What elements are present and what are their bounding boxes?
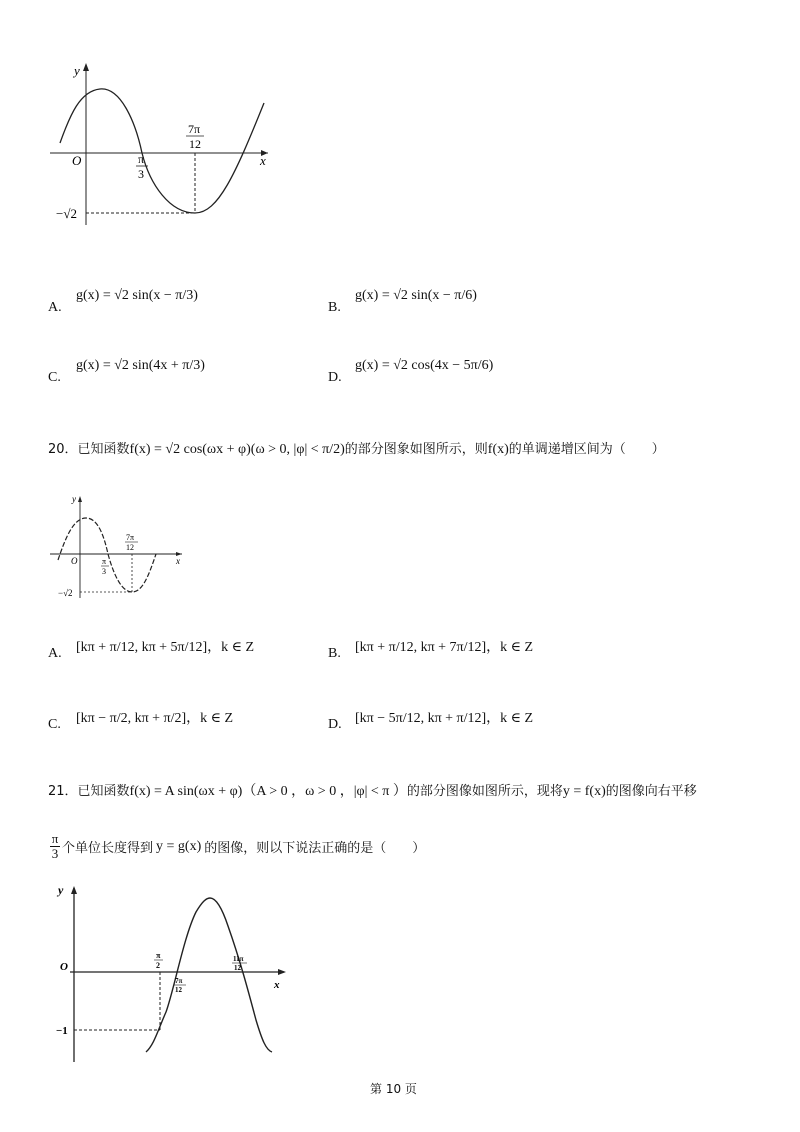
cosine-curve — [58, 518, 156, 592]
origin-label: O — [71, 556, 78, 566]
q19-option-d-label: D. — [328, 370, 342, 385]
q20-option-a-label: A. — [48, 646, 62, 661]
q20-option-d-label: D. — [328, 717, 342, 732]
q21-stem-line1 — [48, 780, 697, 800]
min-label: −1 — [56, 1025, 68, 1037]
min-label: −√2 — [58, 588, 73, 598]
tick-7pi-den: 12 — [189, 137, 201, 151]
q21-conditions: （A > 0 ，ω > 0 ，|φ| < π ） — [242, 784, 407, 799]
q20-option-c-label: C. — [48, 717, 61, 732]
tick-11pi-den: 12 — [234, 964, 241, 972]
q21-line2-b: 的图像，则以下说法正确的是（ ） — [204, 841, 426, 856]
q20-option-c-text[interactable]: [kπ − π/2, kπ + π/2]，k ∈ Z — [76, 711, 234, 726]
sine-curve — [146, 898, 272, 1052]
q20-option-b-text[interactable]: [kπ + π/12, kπ + 7π/12]，k ∈ Z — [355, 640, 534, 655]
tick-pi2-num: π — [156, 951, 161, 960]
q20-tail: 的部分图象如图所示，则 — [344, 442, 488, 457]
y-axis-arrow — [83, 63, 89, 71]
q19-option-b-label: B. — [328, 300, 341, 315]
q21-number: 21．已知函数 — [48, 784, 130, 799]
tick-7pi-den: 12 — [126, 543, 134, 552]
figure-3-sine-graph — [44, 880, 294, 1065]
q20-stem — [48, 438, 665, 458]
figure-1-sine-graph — [40, 55, 280, 235]
q21-frac-den: 3 — [51, 846, 59, 861]
q21-frac-num: π — [51, 831, 59, 846]
q21-line2-a: 个单位长度得到 — [62, 841, 154, 856]
q21-tail2: 的图像向右平移 — [605, 784, 697, 799]
x-axis-label: x — [176, 556, 180, 566]
origin-label: O — [72, 153, 82, 168]
x-axis-label: x — [260, 153, 266, 168]
sine-curve — [60, 89, 264, 213]
y-axis-label: y — [72, 494, 76, 504]
q20-function: f(x) = √2 cos(ωx + φ)(ω > 0, |φ| < π/2) — [129, 442, 345, 457]
y-axis-label: y — [74, 63, 80, 78]
q19-option-c-text[interactable]: g(x) = √2 sin(4x + π/3) — [76, 358, 205, 373]
tick-7pi-num: 7π — [175, 977, 183, 985]
y-axis-arrow — [71, 886, 77, 894]
q20-number: 20．已知函数 — [48, 442, 130, 457]
q19-option-b-text[interactable]: g(x) = √2 sin(x − π/6) — [355, 288, 477, 303]
q19-option-a-text[interactable]: g(x) = √2 sin(x − π/3) — [76, 288, 198, 303]
q19-option-d-text[interactable]: g(x) = √2 cos(4x − 5π/6) — [355, 358, 494, 373]
tick-pi-den: 3 — [138, 167, 144, 181]
q21-gx: y = g(x) — [156, 838, 202, 854]
tick-pi2-den: 2 — [156, 961, 160, 970]
tick-pi-den: 3 — [102, 567, 106, 576]
q20-option-b-label: B. — [328, 646, 341, 661]
tick-7pi-den: 12 — [175, 986, 182, 994]
y-axis-arrow — [78, 496, 82, 502]
q21-stem-line2 — [50, 832, 425, 861]
q20-option-d-text[interactable]: [kπ − 5π/12, kπ + π/12]，k ∈ Z — [355, 711, 534, 726]
tick-7pi-num: 7π — [188, 122, 201, 136]
q20-option-a-text[interactable]: [kπ + π/12, kπ + 5π/12]，k ∈ Z — [76, 640, 255, 655]
x-axis-arrow — [278, 969, 286, 975]
min-label: −√2 — [56, 206, 77, 221]
q19-option-a-label: A. — [48, 300, 62, 315]
q21-tail: 的部分图像如图所示，现将 — [406, 784, 563, 799]
q21-fraction — [50, 832, 60, 861]
origin-label: O — [60, 961, 68, 973]
tick-7pi-num: 7π — [126, 533, 135, 542]
q20-fx: f(x) — [487, 442, 509, 457]
page-number: 第 10 页 — [370, 1082, 417, 1096]
figure-2-cosine-graph — [44, 492, 194, 604]
q21-yfx: y = f(x) — [562, 784, 606, 799]
q20-tail2: 的单调递增区间为（ ） — [508, 442, 665, 457]
y-axis-label: y — [58, 883, 64, 897]
x-axis-label: x — [274, 979, 280, 991]
q21-function: f(x) = A sin(ωx + φ) — [129, 784, 243, 799]
tick-pi-num: π — [138, 152, 145, 166]
tick-pi-num: π — [102, 557, 107, 566]
q19-option-c-label: C. — [48, 370, 61, 385]
tick-11pi-num: 11π — [233, 955, 244, 963]
